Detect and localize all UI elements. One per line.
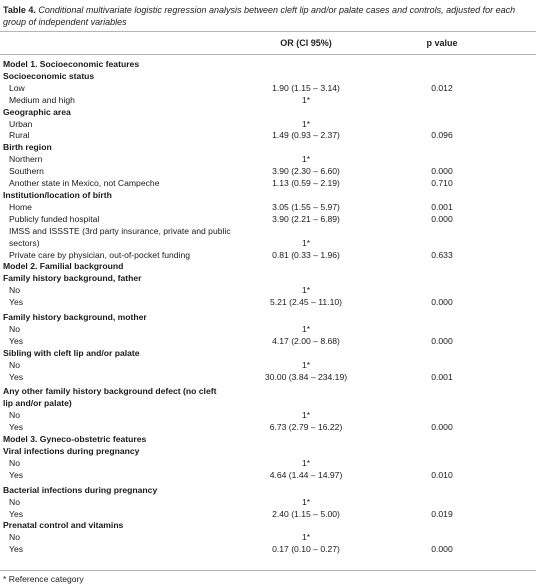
row-label: No xyxy=(9,410,20,421)
header-or-ci: OR (CI 95%) xyxy=(280,38,332,48)
row-label: Medium and high xyxy=(9,94,75,105)
row-label: Model 3. Gyneco-obstetric features xyxy=(3,434,147,445)
row-or-ci: 4.64 (1.44 – 14.97) xyxy=(269,469,343,480)
row-label: Yes xyxy=(9,508,24,519)
table-row xyxy=(0,446,536,458)
row-label: Bacterial infections during pregnancy xyxy=(3,484,158,495)
table-row xyxy=(0,59,536,71)
row-p-value: 0.019 xyxy=(431,508,453,519)
row-label: Any other family history background defect (no cleft lip and/or palate) xyxy=(3,386,217,409)
row-or-ci: 1* xyxy=(301,496,311,507)
caption-label: Table 4. xyxy=(3,5,36,15)
row-or-ci: 1* xyxy=(301,359,311,370)
table-row xyxy=(0,166,536,178)
table-row xyxy=(0,422,536,434)
row-or-ci: 1* xyxy=(301,94,311,105)
row-label: Sibling with cleft lip and/or palate xyxy=(3,347,140,358)
row-or-ci: 0.81 (0.33 – 1.96) xyxy=(272,249,340,260)
row-label: No xyxy=(9,323,20,334)
table-row xyxy=(0,497,536,509)
table-row xyxy=(0,190,536,202)
table-row xyxy=(0,142,536,154)
row-label: Geographic area xyxy=(3,106,71,117)
table-row xyxy=(0,226,536,250)
row-label: IMSS and ISSSTE (3rd party insurance, private and public sectors) xyxy=(9,225,231,248)
row-p-value: 0.000 xyxy=(431,297,453,308)
table-row xyxy=(0,509,536,521)
row-label: Northern xyxy=(9,154,43,165)
row-label: Family history background, father xyxy=(3,273,142,284)
table-row xyxy=(0,214,536,226)
row-label: Yes xyxy=(9,422,24,433)
row-label: No xyxy=(9,285,20,296)
regression-table xyxy=(0,31,536,556)
table-row xyxy=(0,119,536,131)
table-row xyxy=(0,434,536,446)
row-p-value: 0.001 xyxy=(431,371,453,382)
table-header xyxy=(0,32,536,54)
row-label: No xyxy=(9,532,20,543)
table-row xyxy=(0,470,536,482)
row-label: No xyxy=(9,359,20,370)
bottom-rule xyxy=(0,570,536,571)
row-or-ci: 1* xyxy=(301,237,311,248)
table-row xyxy=(0,250,536,262)
table-row xyxy=(0,130,536,142)
row-or-ci: 3.90 (2.21 – 6.89) xyxy=(272,213,340,224)
row-label: Viral infections during pregnancy xyxy=(3,446,140,456)
table-row xyxy=(0,336,536,348)
row-or-ci: 30.00 (3.84 – 234.19) xyxy=(264,371,348,382)
row-or-ci: 1* xyxy=(301,285,311,296)
table-row xyxy=(0,544,536,556)
row-or-ci: 1* xyxy=(301,118,311,129)
row-label: No xyxy=(9,457,20,468)
table-caption xyxy=(3,4,533,28)
table-row xyxy=(0,458,536,470)
table-row xyxy=(0,324,536,336)
row-label: Urban xyxy=(9,118,33,129)
table-row xyxy=(0,261,536,273)
row-label: Birth region xyxy=(3,142,52,153)
row-label: Yes xyxy=(9,297,24,308)
row-or-ci: 1* xyxy=(301,532,311,543)
footnote: * Reference category xyxy=(3,574,84,584)
row-label: Prenatal control and vitamins xyxy=(3,520,124,531)
table-row xyxy=(0,154,536,166)
table-row xyxy=(0,520,536,532)
row-or-ci: 1.13 (0.59 – 2.19) xyxy=(272,178,340,189)
table-body xyxy=(0,55,536,556)
row-label: Yes xyxy=(9,335,24,346)
row-label: Yes xyxy=(9,544,24,555)
table-row xyxy=(0,202,536,214)
row-or-ci: 1* xyxy=(301,323,311,334)
row-p-value: 0.000 xyxy=(431,213,453,224)
row-or-ci: 0.17 (0.10 – 0.27) xyxy=(272,544,340,555)
table-row xyxy=(0,532,536,544)
row-p-value: 0.096 xyxy=(431,130,453,141)
row-label: Model 2. Familial background xyxy=(3,261,124,272)
row-p-value: 0.000 xyxy=(431,544,453,555)
row-p-value: 0.633 xyxy=(431,249,453,260)
row-label: Publicly funded hospital xyxy=(9,213,100,224)
row-label: Yes xyxy=(9,469,24,480)
table-row xyxy=(0,71,536,83)
table-row xyxy=(0,83,536,95)
row-label: No xyxy=(9,496,20,507)
row-p-value: 0.001 xyxy=(431,201,453,212)
row-or-ci: 1.49 (0.93 – 2.37) xyxy=(272,130,340,141)
row-label: Model 1. Socioeconomic features xyxy=(3,59,140,69)
table-row xyxy=(0,107,536,119)
row-or-ci: 3.05 (1.55 – 5.97) xyxy=(272,201,340,212)
row-or-ci: 6.73 (2.79 – 16.22) xyxy=(269,422,343,433)
row-or-ci: 4.17 (2.00 – 8.68) xyxy=(272,335,340,346)
row-or-ci: 1* xyxy=(301,457,311,468)
caption-text: Conditional multivariate logistic regression analysis between cleft lip and/or palate cases and controls, adjusted for each group of independent variables xyxy=(3,5,516,27)
row-or-ci: 1* xyxy=(301,410,311,421)
row-or-ci: 2.40 (1.15 – 5.00) xyxy=(272,508,340,519)
table-row xyxy=(0,297,536,309)
row-or-ci: 5.21 (2.45 – 11.10) xyxy=(270,297,342,308)
table-row xyxy=(0,95,536,107)
row-label: Institution/location of birth xyxy=(3,189,112,200)
row-p-value: 0.000 xyxy=(431,166,453,177)
row-label: Private care by physician, out-of-pocket funding xyxy=(9,249,191,260)
row-label: Southern xyxy=(9,166,44,177)
row-or-ci: 1.90 (1.15 – 3.14) xyxy=(272,82,340,93)
row-label: Yes xyxy=(9,371,24,382)
table-row xyxy=(0,485,536,497)
table-row xyxy=(0,348,536,360)
table-row xyxy=(0,312,536,324)
row-p-value: 0.012 xyxy=(431,82,453,93)
table-row xyxy=(0,178,536,190)
row-label: Rural xyxy=(9,130,30,141)
table-row xyxy=(0,386,536,410)
row-or-ci: 3.90 (2.30 – 6.60) xyxy=(272,166,340,177)
row-p-value: 0.000 xyxy=(431,335,453,346)
table-row xyxy=(0,410,536,422)
row-p-value: 0.710 xyxy=(431,178,453,189)
row-label: Another state in Mexico, not Campeche xyxy=(9,178,160,189)
row-p-value: 0.010 xyxy=(431,469,453,480)
table-row xyxy=(0,273,536,285)
row-label: Home xyxy=(9,201,32,212)
table-row xyxy=(0,360,536,372)
row-p-value: 0.000 xyxy=(431,422,453,433)
row-label: Socioeconomic status xyxy=(3,70,95,81)
row-label: Low xyxy=(9,82,25,93)
row-label: Family history background, mother xyxy=(3,312,147,323)
table-row xyxy=(0,372,536,384)
row-or-ci: 1* xyxy=(301,154,311,165)
header-p-value: p value xyxy=(426,38,458,48)
table-row xyxy=(0,285,536,297)
